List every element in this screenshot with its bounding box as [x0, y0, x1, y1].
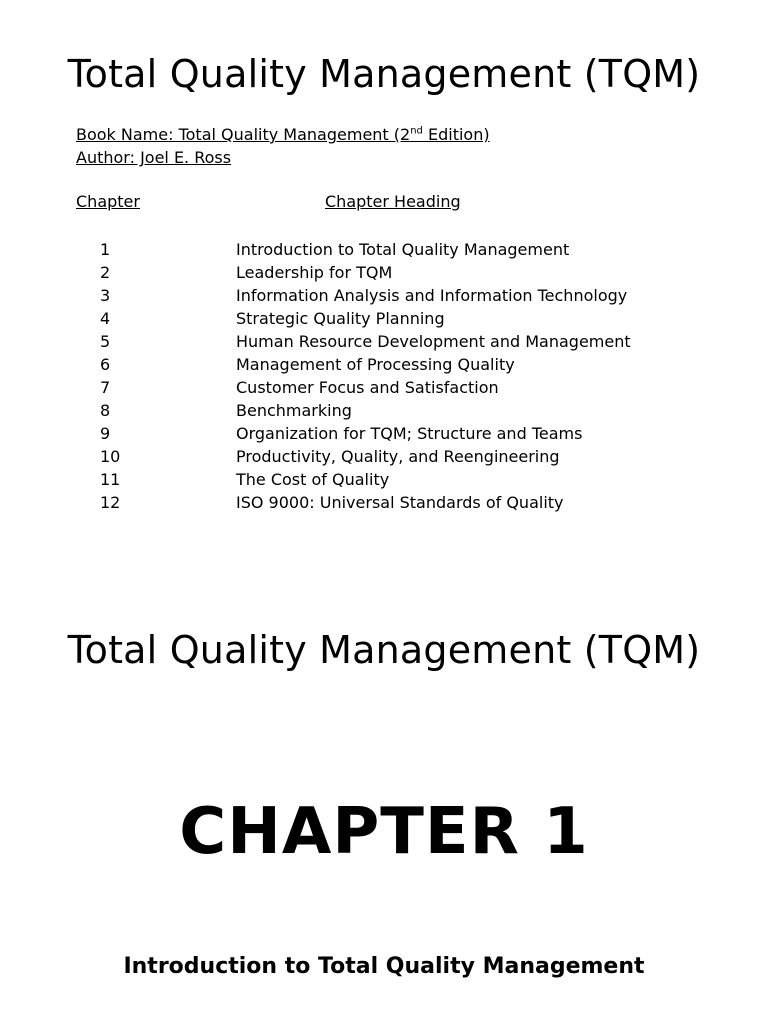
chapter-row — [0, 468, 768, 491]
chapter-number: 3 — [100, 286, 111, 305]
chapter-number: 9 — [100, 424, 111, 443]
chapter-heading: Introduction to Total Quality Management — [236, 240, 570, 259]
chapter-number: 10 — [100, 447, 121, 466]
second-page-title: Total Quality Management (TQM) — [67, 628, 701, 672]
chapter-row — [0, 307, 768, 330]
page-title: Total Quality Management (TQM) — [67, 52, 701, 96]
chapter-number: 4 — [100, 309, 111, 328]
book-name-suffix: Edition) — [422, 125, 490, 144]
chapter-number: 7 — [100, 378, 111, 397]
chapter-row — [0, 238, 768, 261]
chapter-number: 2 — [100, 263, 111, 282]
chapter-heading: Productivity, Quality, and Reengineering — [236, 447, 560, 466]
chapter-row — [0, 422, 768, 445]
book-name-superscript: nd — [410, 125, 423, 137]
chapter-subtitle: Introduction to Total Quality Management — [123, 954, 645, 979]
chapter-heading: Strategic Quality Planning — [236, 309, 445, 328]
column-header-chapter: Chapter — [76, 192, 140, 211]
chapter-number: 8 — [100, 401, 111, 420]
chapter-heading: Organization for TQM; Structure and Teams — [236, 424, 583, 443]
chapter-list — [0, 238, 768, 514]
chapter-row — [0, 353, 768, 376]
chapter-row — [0, 284, 768, 307]
chapter-label: CHAPTER 1 — [179, 795, 589, 869]
chapter-heading: The Cost of Quality — [236, 470, 390, 489]
chapter-heading: Leadership for TQM — [236, 263, 393, 282]
chapter-row — [0, 330, 768, 353]
chapter-number: 6 — [100, 355, 111, 374]
chapter-heading: Management of Processing Quality — [236, 355, 515, 374]
chapter-heading: Customer Focus and Satisfaction — [236, 378, 499, 397]
chapter-heading: Human Resource Development and Management — [236, 332, 631, 351]
chapter-number: 5 — [100, 332, 111, 351]
chapter-row — [0, 491, 768, 514]
book-name-prefix: Book Name: Total Quality Management (2 — [76, 125, 411, 144]
chapter-number: 12 — [100, 493, 121, 512]
chapter-heading: Information Analysis and Information Technology — [236, 286, 628, 305]
chapter-number: 1 — [100, 240, 111, 259]
chapter-row — [0, 399, 768, 422]
book-name — [76, 123, 490, 146]
column-header-chapter-heading: Chapter Heading — [325, 192, 461, 211]
chapter-row — [0, 261, 768, 284]
chapter-number: 11 — [100, 470, 121, 489]
chapter-heading: ISO 9000: Universal Standards of Quality — [236, 493, 564, 512]
chapter-row — [0, 376, 768, 399]
chapter-row — [0, 445, 768, 468]
chapter-heading: Benchmarking — [236, 401, 352, 420]
author: Author: Joel E. Ross — [76, 148, 232, 167]
